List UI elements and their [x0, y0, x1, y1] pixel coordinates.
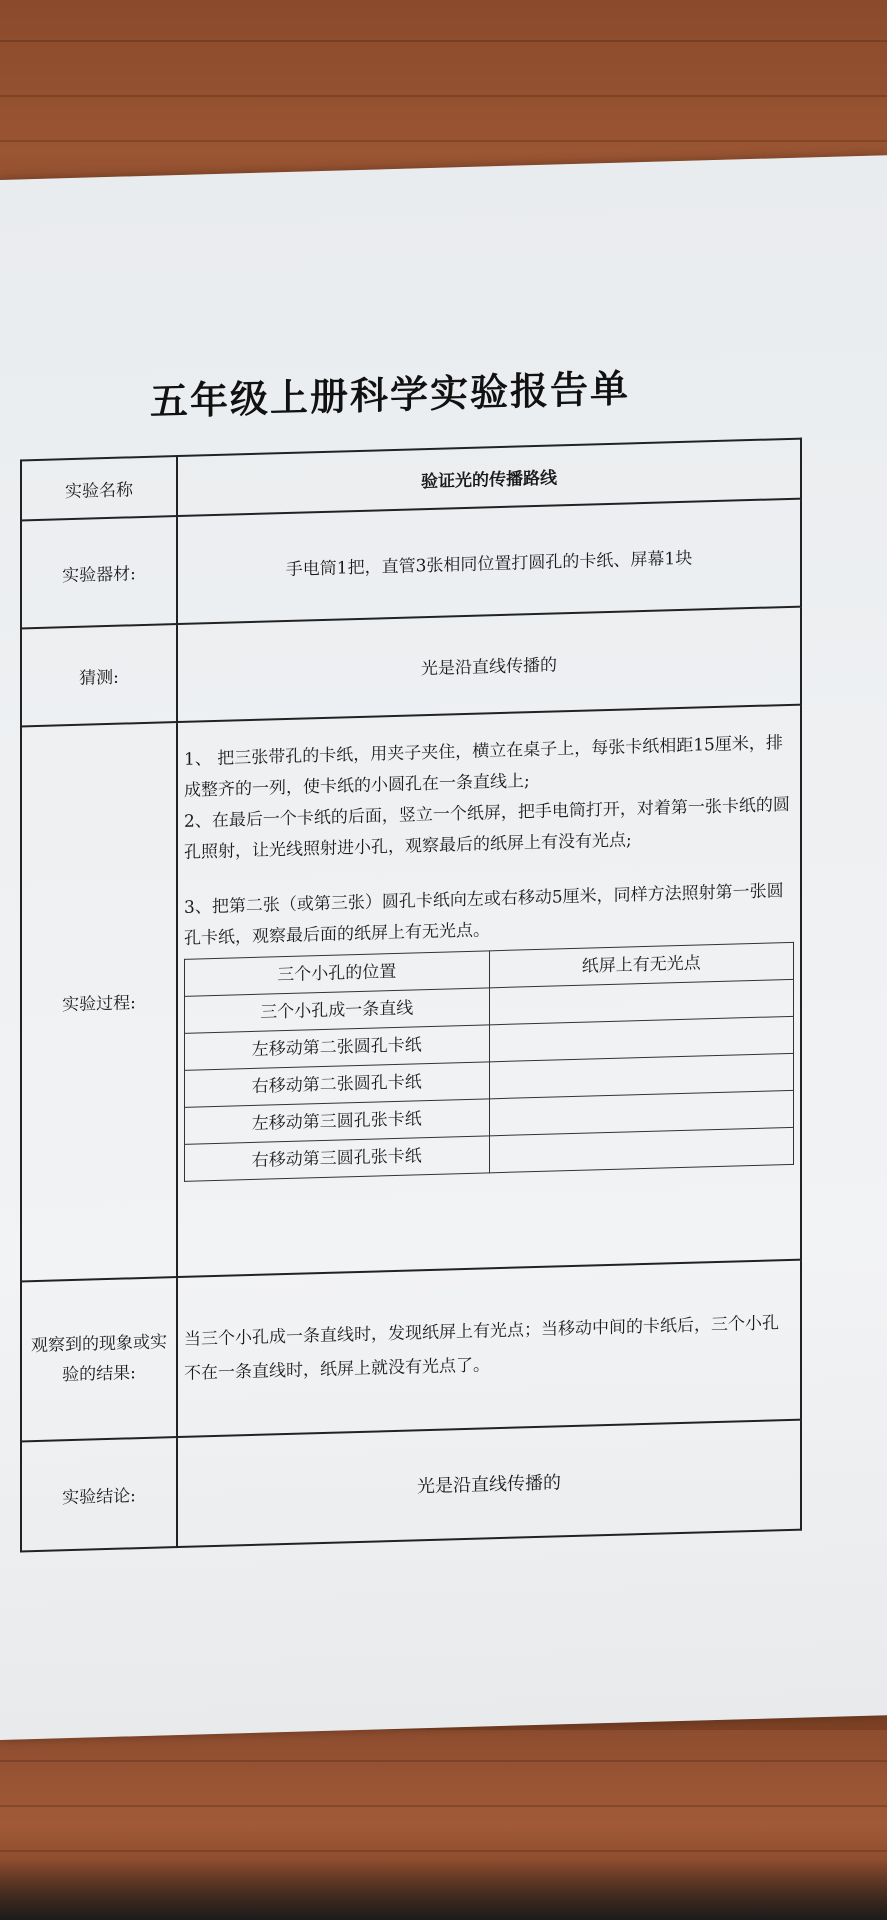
header-light-spot: 纸屏上有无光点 — [489, 942, 794, 988]
observation-table — [184, 942, 794, 1182]
process-step-3: 3、把第二张（或第三张）圆孔卡纸向左或右移动5厘米，同样方法照射第一张圆孔卡纸，观察最后面的纸屏上有无光点。 — [184, 881, 784, 949]
cell-position: 左移动第二张圆孔卡纸 — [185, 1025, 490, 1071]
label-experiment-name: 实验名称 — [21, 456, 177, 520]
cell-position: 三个小孔成一条直线 — [185, 988, 490, 1034]
cell-position: 右移动第三圆孔张卡纸 — [185, 1136, 490, 1182]
label-guess: 猜测: — [21, 624, 177, 726]
header-hole-position: 三个小孔的位置 — [185, 951, 490, 997]
process-step-1: 1、 把三张带孔的卡纸，用夹子夹住，横立在桌子上，每张卡纸相距15厘米，排成整齐的一列，使卡纸的小圆孔在一条直线上; — [184, 733, 783, 801]
label-observation: 观察到的现象或实验的结果: — [21, 1277, 177, 1441]
cell-result — [489, 1127, 794, 1173]
row-observation — [21, 1260, 801, 1442]
dark-edge — [0, 1860, 887, 1920]
report-sheet — [0, 155, 887, 1740]
value-guess: 光是沿直线传播的 — [177, 607, 801, 722]
label-materials: 实验器材: — [21, 516, 177, 628]
row-conclusion — [21, 1420, 801, 1552]
process-step-2: 2、在最后一个卡纸的后面，竖立一个纸屏，把手电筒打开，对着第一张卡纸的圆孔照射，让光线照射进小孔，观察最后的纸屏上有没有光点; — [184, 794, 790, 863]
value-materials: 手电筒1把，直管3张相同位置打圆孔的卡纸、屏幕1块 — [177, 499, 801, 624]
value-process — [177, 705, 801, 1277]
value-experiment-name: 验证光的传播路线 — [177, 439, 801, 516]
value-conclusion: 光是沿直线传播的 — [177, 1420, 801, 1547]
value-observation: 当三个小孔成一条直线时，发现纸屏上有光点；当移动中间的卡纸后，三个小孔不在一条直线时，纸屏上就没有光点了。 — [177, 1260, 801, 1437]
cell-position: 左移动第三圆孔张卡纸 — [185, 1099, 490, 1145]
row-process — [21, 705, 801, 1282]
report-table — [20, 438, 802, 1553]
label-conclusion: 实验结论: — [21, 1437, 177, 1551]
cell-position: 右移动第二张圆孔卡纸 — [185, 1062, 490, 1108]
label-process: 实验过程: — [21, 722, 177, 1281]
document-title: 五年级上册科学实验报告单 — [150, 366, 631, 424]
